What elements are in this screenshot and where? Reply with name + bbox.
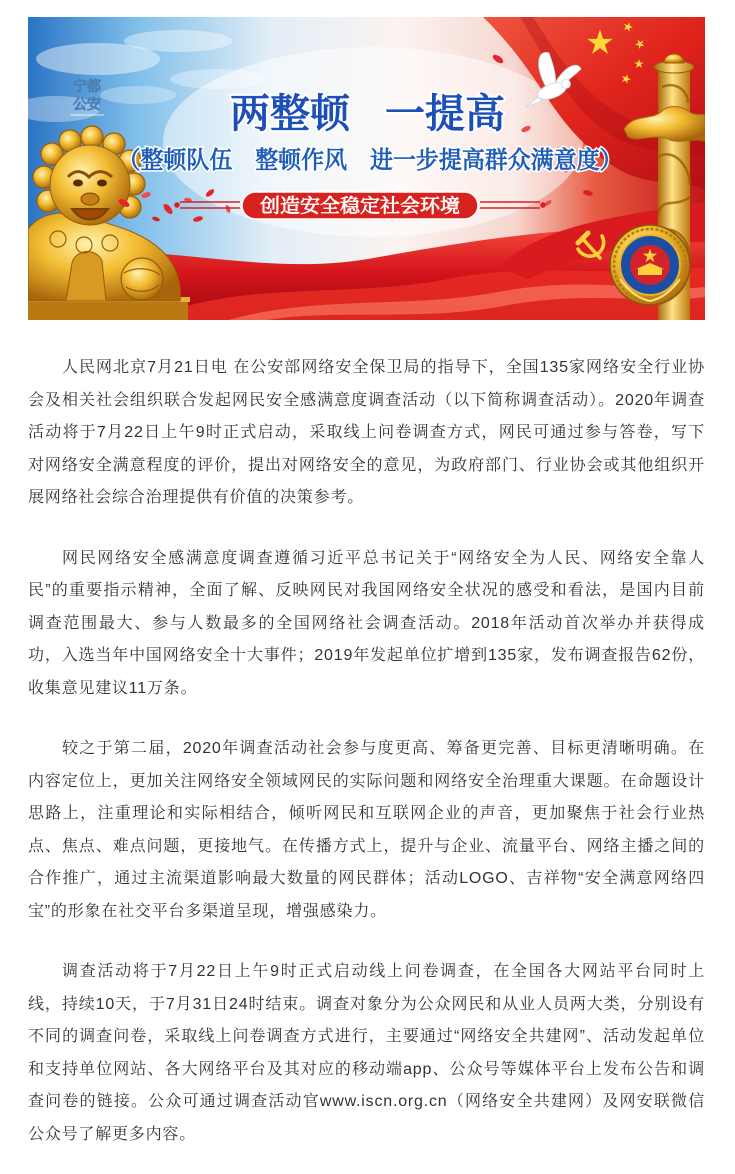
article-paragraph-1: 人民网北京7月21日电 在公安部网络安全保卫局的指导下，全国135家网络安全行业协会及相关社会组织联合发起网民安全感满意度调查活动（以下简称调查活动）。2020年调查活动将于7月22日上午9时正式启动，采取线上问卷调查方式，网民可通过参与答卷，写下对网络安全满意程度的评价，提出对网络安全的意见，为政府部门、行业协会或其他组织开展网络社会综合治理提供有价值的决策参考。 — [28, 359, 705, 506]
banner-image — [28, 17, 705, 320]
slogan-text: 创造安全稳定社会环境 — [260, 195, 451, 217]
police-badge-icon — [610, 225, 690, 305]
article-paragraph-3: 较之于第二届，2020年调查活动社会参与度更高、筹备更完善、目标更清晰明确。在内容定位上，更加关注网络安全领域网民的实际问题和网络安全治理重大课题。在命题设计思路上，注重理论和实际相结合，倾听网民和互联网企业的声音，更加聚焦于社会行业热点、焦点、难点问题，更接地气。在传播方式上，提升与企业、流量平台、网络主播之间的合作推广，通过主流渠道影响最大数量的网民群体；活动LOGO、吉祥物“安全满意网络四宝”的形象在社交平台多渠道呈现，增强感染力。 — [28, 740, 705, 920]
logo-text-line2: 公安 — [73, 97, 101, 113]
article-paragraph-2: 网民网络安全感满意度调查遵循习近平总书记关于“网络安全为人民、网络安全靠人民”的重要指示精神，全面了解、反映网民对我国网络安全状况的感受和看法，是国内目前调查范围最大、参与人数最多的全国网络社会调查活动。2018年活动首次举办并获得成功，入选当年中国网络安全十大事件；2019年发起单位扩增到135家，发布调查报告62份，收集意见建议11万条。 — [28, 549, 705, 697]
headline-left: 两整顿 — [230, 91, 351, 137]
logo-text-line1: 宁都 — [73, 79, 101, 95]
police-logo — [70, 78, 104, 115]
banner-subtitle: （整顿队伍 整顿作风 进一步提高群众满意度） — [117, 146, 623, 174]
article-body — [28, 352, 705, 1174]
article-paragraph-4: 调查活动将于7月22日上午9时正式启动线上问卷调查，在全国各大网站平台同时上线，持续10天，于7月31日24时结束。调查对象分为公众网民和从业人员两大类，分别设有不同的调查问卷，采取线上问卷调查方式进行，主要通过“网络安全共建网”、活动发起单位和支持单位网站、各大网络平台及其对应的移动端app、公众号等媒体平台上发布公告和调查问卷的链接。公众可通过调查活动官www.iscn.org.cn（网络安全共建网）及网安联微信公众号了解更多内容。 — [28, 963, 705, 1143]
headline-right: 一提高 — [385, 91, 505, 137]
